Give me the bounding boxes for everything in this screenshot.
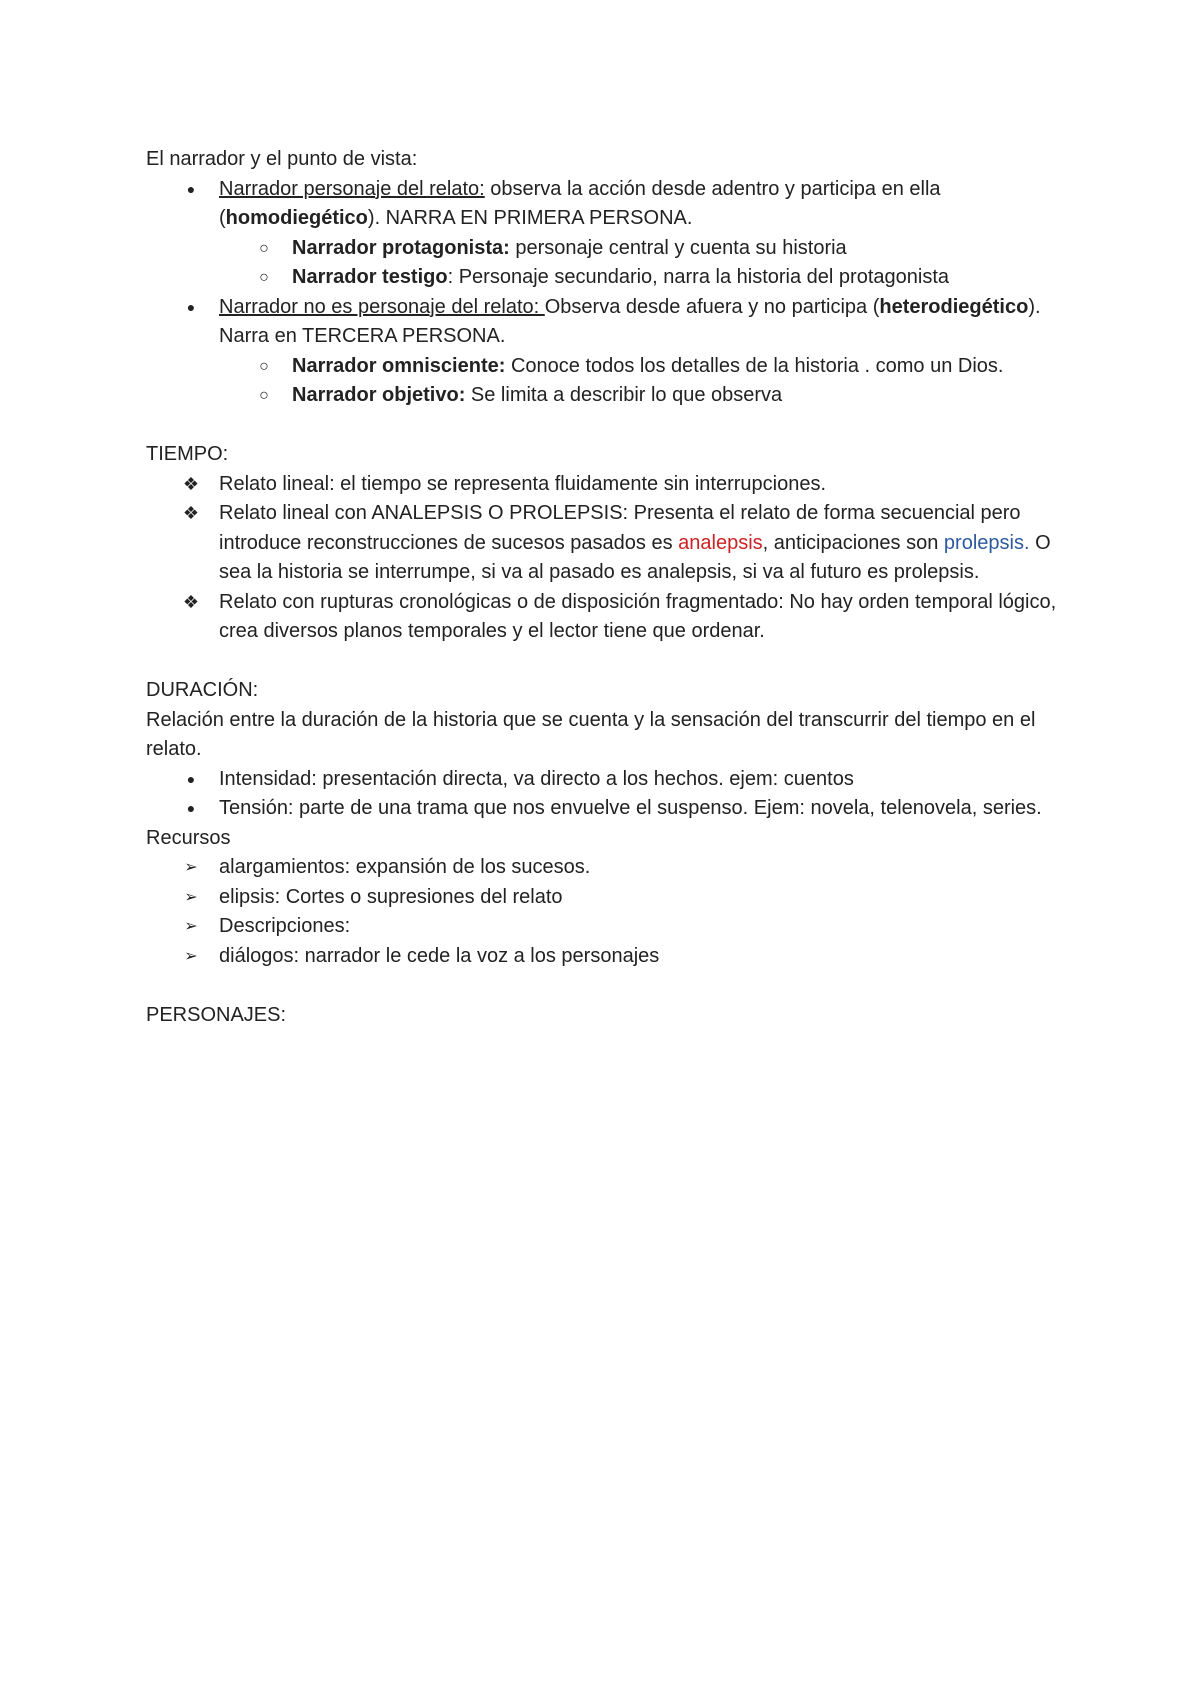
duracion-heading: DURACIÓN: (146, 679, 259, 701)
item-text: O sea la historia se interrumpe, si va al pasado es analepsis, si va al futuro es prolepsis. (219, 531, 1051, 583)
bullet-arrow-icon: ➢ (184, 888, 198, 906)
bullet-diamond-icon: ❖ (182, 503, 200, 523)
list-item-narrador-testigo (146, 263, 1086, 293)
blank-line (146, 647, 1086, 677)
bullet-diamond-icon: ❖ (182, 473, 200, 494)
recursos-heading: Recursos (146, 826, 231, 849)
duracion-list (146, 765, 1086, 824)
list-item-descripciones (146, 912, 1086, 942)
list-item-narrador-objetivo (146, 381, 1086, 411)
item-text: Se limita a describir lo que observa (465, 384, 783, 406)
bullet-dot-icon: ● (186, 180, 196, 197)
item-text: , anticipaciones son (762, 531, 944, 554)
narrador-heading: El narrador y el punto de vista: (146, 148, 418, 170)
bullet-dot-icon: ● (186, 298, 196, 315)
item-text: personaje central y cuenta su historia (509, 236, 847, 259)
item-title: Narrador personaje del relato: (219, 177, 485, 200)
bullet-arrow-icon: ➢ (184, 947, 198, 965)
tiempo-list (146, 470, 1086, 647)
bullet-diamond-icon: ❖ (182, 591, 200, 612)
list-item-elipsis (146, 883, 1086, 913)
bullet-dot-icon: ● (186, 770, 196, 787)
item-text: observa la acción desde adentro y participa en ella ( (219, 177, 941, 229)
list-item-narrador-personaje (146, 175, 1086, 234)
item-text: Relato lineal: el tiempo se representa fluidamente sin interrupciones. (219, 472, 827, 495)
item-bold-term: homodiegético (225, 207, 368, 229)
item-text: : Personaje secundario, narra la historia del protagonista (447, 266, 949, 288)
analepsis-term: analepsis (678, 531, 763, 554)
item-text: Relato con rupturas cronológicas o de disposición fragmentado: No hay orden temporal lógico, crea diversos planos temporales y el lector tiene que ordenar. (219, 590, 1057, 642)
blank-line (146, 411, 1086, 441)
blank-line (146, 971, 1086, 1001)
bullet-arrow-icon: ➢ (184, 859, 198, 876)
item-text: alargamientos: expansión de los sucesos. (219, 856, 591, 878)
item-text: Descripciones: (219, 915, 351, 937)
item-text: Observa desde afuera y no participa ( (544, 295, 880, 318)
bullet-circle-icon: ○ (259, 239, 269, 257)
item-bold-term: Narrador protagonista: (292, 236, 510, 259)
document-body (146, 145, 1086, 1030)
item-text: Tensión: parte de una trama que nos envuelve el suspenso. Ejem: novela, telenovela, series. (219, 797, 1042, 819)
list-item-rupturas (146, 588, 1086, 647)
bullet-circle-icon: ○ (259, 357, 269, 375)
item-bold-term: Narrador objetivo: (292, 384, 466, 406)
list-item-narrador-protagonista (146, 234, 1086, 264)
list-item-tension (146, 794, 1086, 824)
item-text: diálogos: narrador le cede la voz a los personajes (219, 944, 660, 967)
bullet-dot-icon: ● (186, 800, 196, 816)
duracion-intro: Relación entre la duración de la historia que se cuenta y la sensación del transcurrir del tiempo en el relato. (146, 708, 1036, 760)
list-item-intensidad (146, 765, 1086, 795)
item-text: elipsis: Cortes o supresiones del relato (219, 885, 563, 908)
list-item-alargamientos (146, 853, 1086, 883)
item-title: Narrador no es personaje del relato: (219, 295, 545, 318)
personajes-heading: PERSONAJES: (146, 1003, 287, 1026)
item-text: Intensidad: presentación directa, va directo a los hechos. ejem: cuentos (219, 767, 854, 790)
recursos-list (146, 853, 1086, 971)
item-bold-term: Narrador omnisciente: (292, 354, 506, 377)
list-item-narrador-omnisciente (146, 352, 1086, 382)
item-text: ). NARRA EN PRIMERA PERSONA. (367, 207, 693, 229)
item-bold-term: heterodiegético (879, 295, 1029, 318)
list-item-dialogos (146, 942, 1086, 972)
tiempo-heading: TIEMPO: (146, 443, 229, 465)
prolepsis-term: prolepsis. (943, 531, 1030, 554)
list-item-analepsis-prolepsis (146, 499, 1086, 588)
list-item-narrador-no-personaje (146, 293, 1086, 352)
bullet-circle-icon: ○ (259, 269, 269, 286)
item-text: Conoce todos los detalles de la historia . como un Dios. (505, 354, 1004, 377)
item-text: ). Narra en TERCERA PERSONA. (219, 295, 1041, 347)
bullet-circle-icon: ○ (259, 387, 269, 404)
item-text: Relato lineal con ANALEPSIS O PROLEPSIS: Presenta el relato de forma secuencial pero introduce reconstrucciones de sucesos pasados es (219, 502, 1021, 554)
item-bold-term: Narrador testigo (292, 266, 448, 288)
bullet-arrow-icon: ➢ (184, 918, 198, 935)
list-item-relato-lineal (146, 470, 1086, 500)
narrador-list (146, 175, 1086, 411)
